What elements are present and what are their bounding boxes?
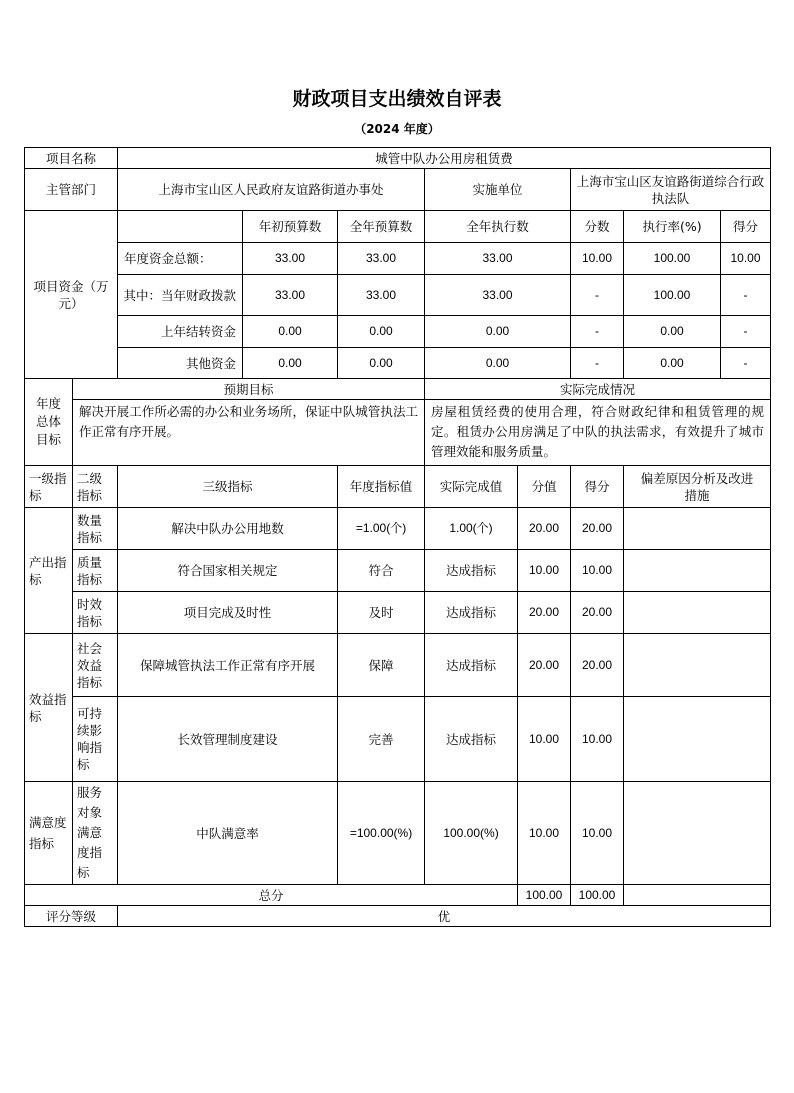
unit-label: 实施单位 xyxy=(425,169,571,211)
dept-label: 主管部门 xyxy=(25,169,118,211)
target-header: 年度指标值 xyxy=(338,466,425,508)
deviation-cell xyxy=(624,592,771,634)
score-value-cell: 10.00 xyxy=(518,550,571,592)
score-value-cell: 20.00 xyxy=(518,634,571,697)
funds-row-label: 其他资金 xyxy=(118,348,243,379)
funds-cell: 0.00 xyxy=(425,348,571,379)
indicator-row xyxy=(25,508,771,550)
actual-cell: 1.00(个) xyxy=(425,508,518,550)
score-value-cell: 20.00 xyxy=(518,508,571,550)
funds-cell: - xyxy=(721,316,771,348)
actual-cell: 达成指标 xyxy=(425,697,518,782)
expected-goal-label: 预期目标 xyxy=(73,379,425,400)
funds-row-label: 年度资金总额： xyxy=(118,243,243,275)
actual-cell: 达成指标 xyxy=(425,634,518,697)
level3-cell: 中队满意率 xyxy=(118,782,338,885)
level3-cell: 长效管理制度建设 xyxy=(118,697,338,782)
document-year: （2024 年度） xyxy=(354,122,440,136)
funds-header-rate: 执行率(%) xyxy=(624,211,721,243)
funds-label: 项目资金（万元） xyxy=(25,211,118,379)
indicator-row xyxy=(25,592,771,634)
funds-cell: 33.00 xyxy=(338,275,425,316)
level3-cell: 保障城管执法工作正常有序开展 xyxy=(118,634,338,697)
indicator-row xyxy=(25,634,771,697)
funds-header-annual: 全年预算数 xyxy=(338,211,425,243)
score-cell: 20.00 xyxy=(571,634,624,697)
goals-content-row xyxy=(25,400,771,466)
level1-cell: 效益指标 xyxy=(25,634,73,782)
funds-cell: - xyxy=(571,316,624,348)
score-value-header: 分值 xyxy=(518,466,571,508)
funds-row-label: 上年结转资金 xyxy=(118,316,243,348)
level1-cell: 满意度指标 xyxy=(25,782,73,885)
funds-header-executed: 全年执行数 xyxy=(425,211,571,243)
funds-header-score: 得分 xyxy=(721,211,771,243)
indicator-row xyxy=(25,697,771,782)
funds-cell: 33.00 xyxy=(243,275,338,316)
funds-header-points: 分数 xyxy=(571,211,624,243)
goals-label: 年度总体目标 xyxy=(25,379,73,466)
level1-header: 一级指标 xyxy=(25,466,73,508)
level2-header: 二级指标 xyxy=(73,466,118,508)
funds-row-label: 其中：当年财政拨款 xyxy=(118,275,243,316)
rating-label: 评分等级 xyxy=(25,906,118,927)
dept-value: 上海市宝山区人民政府友谊路街道办事处 xyxy=(118,169,425,211)
level3-cell: 符合国家相关规定 xyxy=(118,550,338,592)
funds-cell: - xyxy=(571,275,624,316)
total-label: 总分 xyxy=(25,885,518,906)
department-row xyxy=(25,169,771,211)
actual-result-label: 实际完成情况 xyxy=(425,379,771,400)
target-cell: 及时 xyxy=(338,592,425,634)
funds-cell: 33.00 xyxy=(243,243,338,275)
target-cell: =100.00(%) xyxy=(338,782,425,885)
funds-cell: 33.00 xyxy=(425,275,571,316)
funds-header-row xyxy=(25,211,771,243)
deviation-cell xyxy=(624,508,771,550)
level3-cell: 项目完成及时性 xyxy=(118,592,338,634)
target-cell: =1.00(个) xyxy=(338,508,425,550)
funds-row xyxy=(25,316,771,348)
deviation-cell xyxy=(624,634,771,697)
funds-cell: 100.00 xyxy=(624,243,721,275)
score-value-cell: 10.00 xyxy=(518,697,571,782)
funds-cell: 0.00 xyxy=(624,316,721,348)
score-value-cell: 10.00 xyxy=(518,782,571,885)
actual-result-text: 房屋租赁经费的使用合理，符合财政纪律和租赁管理的规定。租赁办公用房满足了中队的执法需求，有效提升了城市管理效能和服务质量。 xyxy=(425,400,771,466)
deviation-cell xyxy=(624,697,771,782)
level1-cell: 产出指标 xyxy=(25,508,73,634)
funds-cell: 0.00 xyxy=(243,316,338,348)
evaluation-table xyxy=(24,147,771,927)
level2-cell: 质量指标 xyxy=(73,550,118,592)
funds-cell: - xyxy=(571,348,624,379)
funds-row xyxy=(25,348,771,379)
deviation-cell xyxy=(624,550,771,592)
score-cell: 20.00 xyxy=(571,508,624,550)
funds-cell: 33.00 xyxy=(425,243,571,275)
actual-cell: 100.00(%) xyxy=(425,782,518,885)
indicator-row xyxy=(25,550,771,592)
unit-value: 上海市宝山区友谊路街道综合行政执法队 xyxy=(571,169,771,211)
level2-cell: 可持续影响指标 xyxy=(73,697,118,782)
score-cell: 10.00 xyxy=(571,550,624,592)
target-cell: 符合 xyxy=(338,550,425,592)
level2-cell: 数量指标 xyxy=(73,508,118,550)
total-score-value: 100.00 xyxy=(518,885,571,906)
funds-cell: 0.00 xyxy=(338,348,425,379)
goals-header-row xyxy=(25,379,771,400)
funds-cell: 0.00 xyxy=(243,348,338,379)
project-name-label: 项目名称 xyxy=(25,148,118,169)
total-deviation-blank xyxy=(624,885,771,906)
level2-cell: 社会效益指标 xyxy=(73,634,118,697)
funds-cell: 0.00 xyxy=(624,348,721,379)
score-cell: 10.00 xyxy=(571,782,624,885)
project-name-row xyxy=(25,148,771,169)
score-cell: 10.00 xyxy=(571,697,624,782)
level3-header: 三级指标 xyxy=(118,466,338,508)
actual-cell: 达成指标 xyxy=(425,550,518,592)
funds-cell: 10.00 xyxy=(721,243,771,275)
target-cell: 完善 xyxy=(338,697,425,782)
score-header: 得分 xyxy=(571,466,624,508)
rating-row xyxy=(25,906,771,927)
funds-cell: 0.00 xyxy=(425,316,571,348)
deviation-cell xyxy=(624,782,771,885)
project-name-value: 城管中队办公用房租赁费 xyxy=(118,148,771,169)
score-value-cell: 20.00 xyxy=(518,592,571,634)
funds-cell: - xyxy=(721,348,771,379)
document-title: 财政项目支出绩效自评表 xyxy=(292,88,502,110)
total-row xyxy=(25,885,771,906)
funds-cell: 33.00 xyxy=(338,243,425,275)
level2-cell: 时效指标 xyxy=(73,592,118,634)
target-cell: 保障 xyxy=(338,634,425,697)
funds-header-initial: 年初预算数 xyxy=(243,211,338,243)
funds-row xyxy=(25,275,771,316)
indicator-row xyxy=(25,782,771,885)
level2-cell: 服务对象满意度指标 xyxy=(73,782,118,885)
funds-cell: 10.00 xyxy=(571,243,624,275)
rating-value: 优 xyxy=(118,906,771,927)
score-cell: 20.00 xyxy=(571,592,624,634)
funds-row xyxy=(25,243,771,275)
deviation-header: 偏差原因分析及改进措施 xyxy=(624,466,771,508)
actual-cell: 达成指标 xyxy=(425,592,518,634)
indicators-header-row xyxy=(25,466,771,508)
level3-cell: 解决中队办公用地数 xyxy=(118,508,338,550)
total-score: 100.00 xyxy=(571,885,624,906)
actual-header: 实际完成值 xyxy=(425,466,518,508)
expected-goal-text: 解决开展工作所必需的办公和业务场所，保证中队城管执法工作正常有序开展。 xyxy=(73,400,425,466)
funds-cell: 0.00 xyxy=(338,316,425,348)
funds-cell: 100.00 xyxy=(624,275,721,316)
funds-cell: - xyxy=(721,275,771,316)
funds-header-blank xyxy=(118,211,243,243)
